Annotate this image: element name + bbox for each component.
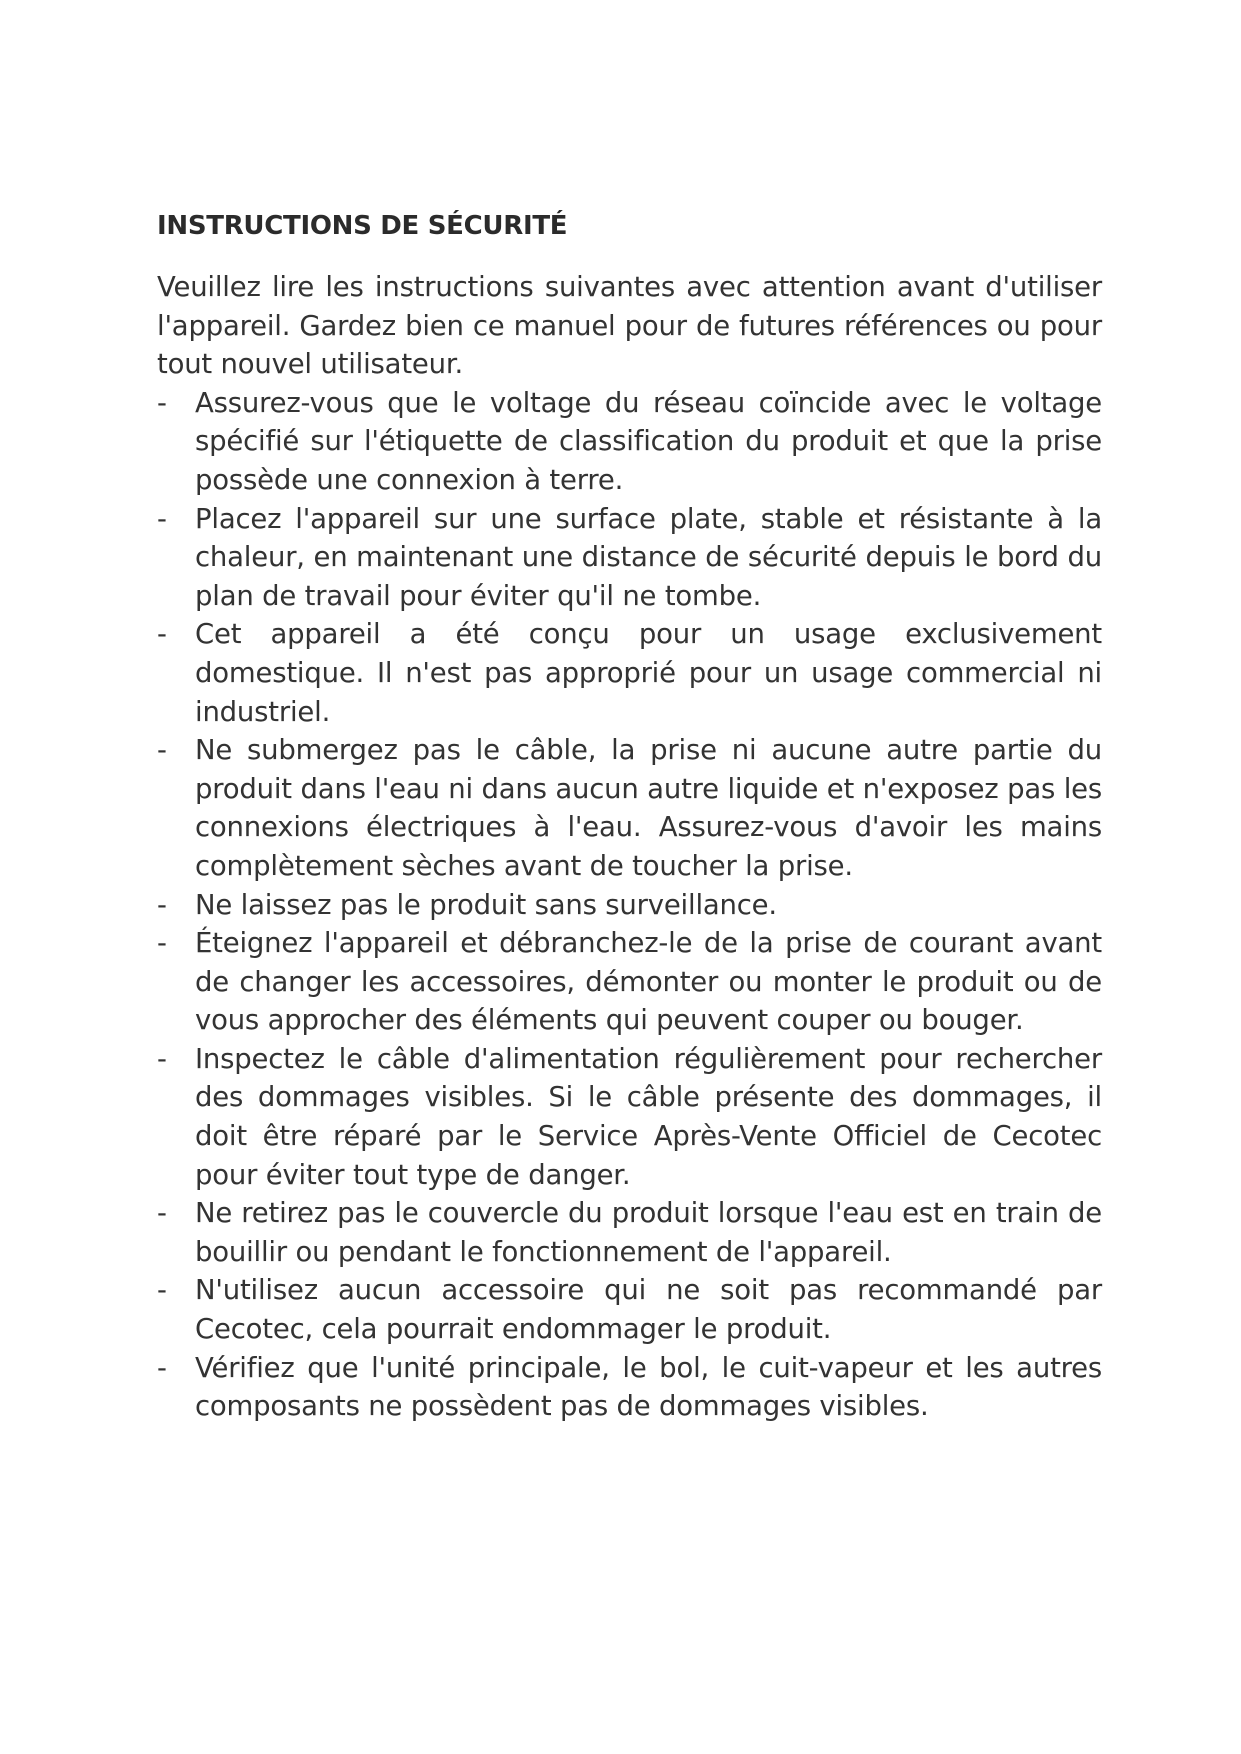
- list-item-text: Ne submergez pas le câble, la prise ni aucune autre partie du produit dans l'eau ni dans aucun autre liquide et n'exposez pas les connexions électriques à l'eau. Assurez-vous d'avoir les mains complètement sèches avant de toucher la prise.: [195, 734, 1102, 882]
- list-item-text: Assurez-vous que le voltage du réseau coïncide avec le voltage spécifié sur l'étiquette de classification du produit et que la prise possède une connexion à terre.: [195, 386, 1102, 496]
- list-item-text: Placez l'appareil sur une surface plate, stable et résistante à la chaleur, en maintenant une distance de sécurité depuis le bord du plan de travail pour éviter qu'il ne tombe.: [195, 502, 1102, 612]
- safety-section: [157, 206, 1102, 1426]
- list-item: [157, 1194, 1102, 1271]
- bullet-dash: -: [157, 386, 167, 419]
- safety-instructions-list: [157, 384, 1102, 1426]
- section-title: INSTRUCTIONS DE SÉCURITÉ: [157, 211, 568, 241]
- bullet-dash: -: [157, 618, 167, 651]
- list-item-text: Ne retirez pas le couvercle du produit lorsque l'eau est en train de bouillir ou pendant le fonctionnement de l'appareil.: [195, 1197, 1102, 1268]
- list-item-text: N'utilisez aucun accessoire qui ne soit pas recommandé par Cecotec, cela pourrait endommager le produit.: [195, 1274, 1102, 1346]
- bullet-dash: -: [157, 1274, 167, 1307]
- list-item: [157, 615, 1102, 731]
- list-item: [157, 924, 1102, 1040]
- list-item-text: Vérifiez que l'unité principale, le bol, le cuit-vapeur et les autres composants ne possèdent pas de dommages visibles.: [195, 1351, 1102, 1423]
- list-item: [157, 886, 1102, 925]
- list-item: [157, 1349, 1102, 1426]
- list-item: [157, 500, 1102, 616]
- list-item-text: Inspectez le câble d'alimentation régulièrement pour rechercher des dommages visibles. Si le câble présente des dommages, il doit être réparé par le Service Après-Vente Officiel de Cecotec pour éviter tout type de danger.: [195, 1042, 1102, 1191]
- bullet-dash: -: [157, 1042, 167, 1075]
- bullet-dash: -: [157, 1197, 167, 1230]
- list-item: [157, 1271, 1102, 1348]
- list-item: [157, 384, 1102, 500]
- bullet-dash: -: [157, 888, 167, 921]
- list-item: [157, 731, 1102, 885]
- list-item-text: Ne laissez pas le produit sans surveillance.: [195, 888, 777, 921]
- bullet-dash: -: [157, 734, 167, 767]
- bullet-dash: -: [157, 1351, 167, 1384]
- intro-paragraph: Veuillez lire les instructions suivantes avec attention avant d'utiliser l'appareil. Gardez bien ce manuel pour de futures références ou pour tout nouvel utilisateur.: [157, 271, 1102, 381]
- list-item: [157, 1040, 1102, 1194]
- bullet-dash: -: [157, 927, 167, 960]
- list-item-text: Cet appareil a été conçu pour un usage exclusivement domestique. Il n'est pas approprié pour un usage commercial ni industriel.: [195, 618, 1102, 728]
- list-item-text: Éteignez l'appareil et débranchez-le de la prise de courant avant de changer les accessoires, démonter ou monter le produit ou de vous approcher des éléments qui peuvent couper ou bouger.: [195, 927, 1102, 1037]
- bullet-dash: -: [157, 502, 167, 535]
